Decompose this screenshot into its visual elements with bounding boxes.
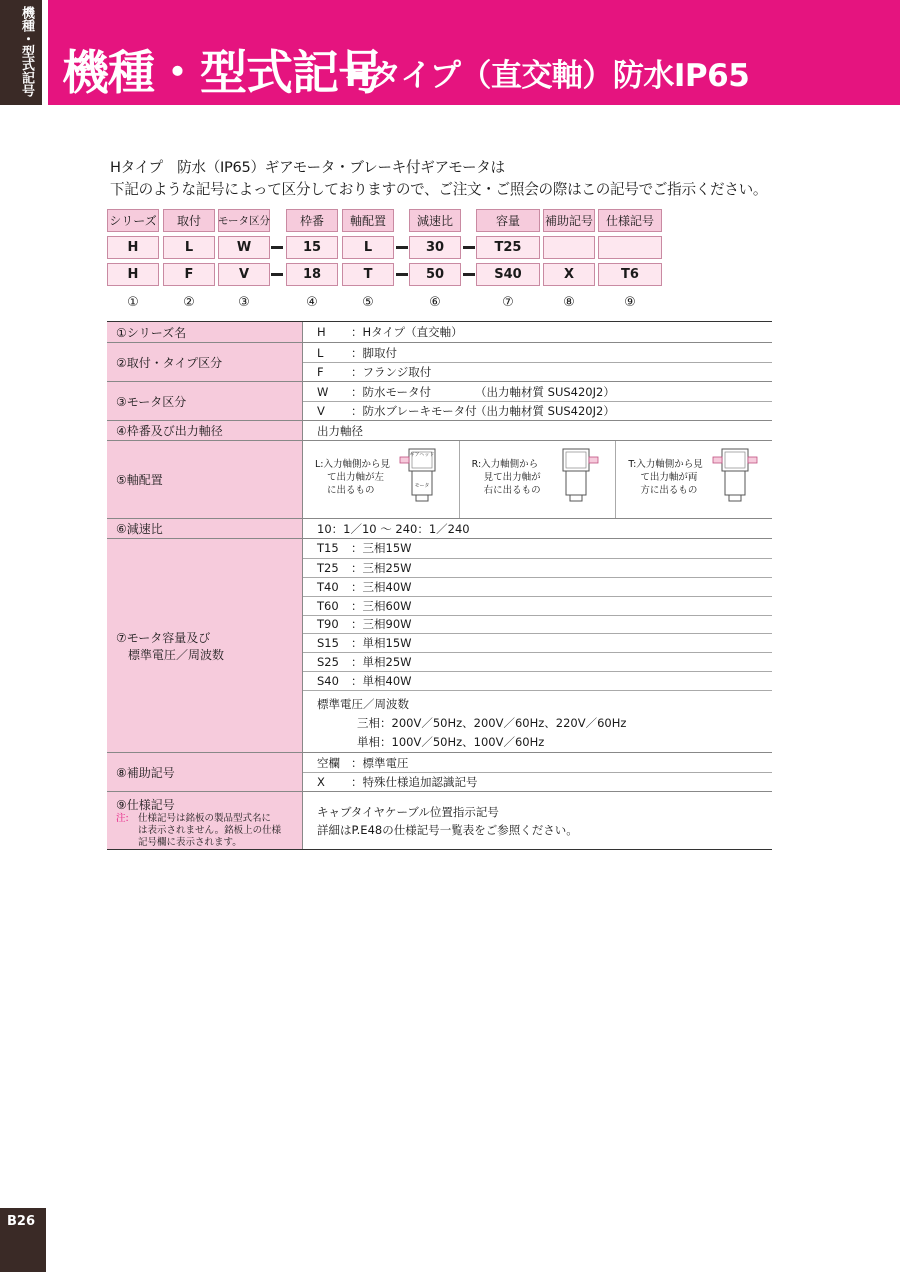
code-value: T25 (476, 236, 540, 259)
svg-text:ギアヘッド: ギアヘッド (409, 452, 435, 458)
code-value: 50 (409, 263, 461, 286)
motor-item: W ：防水モータ付 （出力軸材質 SUS420J2） (317, 384, 615, 399)
row-spec (107, 791, 772, 849)
capacity-item: S25 ：単相25W (303, 652, 772, 671)
code-value (543, 236, 595, 259)
spec-value-line: キャブタイヤケーブル位置指示記号 (317, 804, 499, 819)
shaft-option-l: L:入力軸側から見 て出力軸が左 に出るもの ギアヘッド モータ (303, 441, 459, 518)
row-label: ⑧補助記号 (107, 753, 303, 791)
row-label: ②取付・タイプ区分 (107, 343, 303, 381)
page-title: 機種・型式記号 (62, 46, 384, 101)
row-label: ⑥減速比 (107, 519, 303, 538)
code-value: 15 (286, 236, 338, 259)
row-ratio (107, 518, 772, 538)
code-number: ① (127, 295, 139, 310)
row-motor (107, 381, 772, 420)
intro-line-1: Hタイプ 防水（IP65）ギアモータ・ブレーキ付ギアモータは (110, 159, 505, 176)
spec-table (107, 321, 772, 850)
row-frame (107, 420, 772, 440)
row-label: ③モータ区分 (107, 382, 303, 420)
code-number: ② (183, 295, 195, 310)
row-mount (107, 342, 772, 381)
code-value: H (107, 236, 159, 259)
shaft-option-t: T:入力軸側から見 て出力軸が両 方に出るもの (615, 441, 772, 518)
capacity-item: T15 ：三相15W (317, 541, 412, 556)
page-number-tab (0, 1208, 46, 1272)
code-number: ⑤ (362, 295, 374, 310)
capacity-item: T25 ：三相25W (303, 558, 772, 577)
row-label: ⑦モータ容量及び 標準電圧／周波数 (107, 539, 303, 752)
mount-item: L ：脚取付 (317, 345, 397, 360)
code-value: H (107, 263, 159, 286)
code-header: シリーズ (107, 209, 159, 232)
page-number: B26 (7, 1214, 35, 1229)
motor-item: V ：防水ブレーキモータ付 （出力軸材質 SUS420J2） (303, 401, 772, 420)
row-shaft (107, 440, 772, 518)
row-label: ⑨仕様記号 注: 仕様記号は銘板の製品型式名に は表示されません。銘板上の仕様 記号欄に表示されます。 (107, 792, 303, 849)
capacity-item: S15 ：単相15W (303, 633, 772, 652)
code-header: 軸配置 (342, 209, 394, 232)
code-header: 減速比 (409, 209, 461, 232)
aux-item: X ：特殊仕様追加認識記号 (303, 772, 772, 791)
spec-value-line: 詳細はP.E48の仕様記号一覧表をご参照ください。 (317, 822, 578, 837)
row-label: ①シリーズ名 (107, 322, 303, 342)
code-value: X (543, 263, 595, 286)
shaft-left-diagram-icon (399, 447, 445, 509)
code-value: S40 (476, 263, 540, 286)
side-tab (0, 0, 42, 105)
voltage-block: 標準電圧／周波数 三相：200V／50Hz、200V／60Hz、220V／60Hz 単相：100V／50Hz、100V／60Hz (303, 690, 772, 752)
code-number: ⑦ (502, 295, 514, 310)
code-value: T (342, 263, 394, 286)
code-dash (396, 246, 408, 249)
frame-value: 出力軸径 (317, 423, 363, 438)
code-number: ⑥ (429, 295, 441, 310)
code-value: L (342, 236, 394, 259)
row-capacity (107, 538, 772, 752)
capacity-item: T90 ：三相90W (303, 615, 772, 634)
code-value: F (163, 263, 215, 286)
capacity-item: T40 ：三相40W (303, 577, 772, 596)
code-value: V (218, 263, 270, 286)
code-value: W (218, 236, 270, 259)
code-header: 枠番 (286, 209, 338, 232)
code-value: 30 (409, 236, 461, 259)
row-label: ⑤軸配置 (107, 441, 303, 518)
code-dash (463, 273, 475, 276)
code-value: 18 (286, 263, 338, 286)
code-header: 仕様記号 (598, 209, 662, 232)
row-aux (107, 752, 772, 791)
code-number: ⑨ (624, 295, 636, 310)
capacity-item: T60 ：三相60W (303, 596, 772, 615)
aux-item: 空欄 ：標準電圧 (317, 755, 409, 770)
series-item: H ：Hタイプ（直交軸） (317, 324, 463, 339)
code-header: 補助記号 (543, 209, 595, 232)
code-header: 容量 (476, 209, 540, 232)
code-dash (271, 273, 283, 276)
code-header: 取付 (163, 209, 215, 232)
shaft-right-diagram-icon (555, 447, 601, 509)
code-number: ⑧ (563, 295, 575, 310)
shaft-option-r: R:入力軸側から 見て出力軸が 右に出るもの (459, 441, 616, 518)
code-dash (463, 246, 475, 249)
code-dash (271, 246, 283, 249)
code-value: L (163, 236, 215, 259)
row-label: ④枠番及び出力軸径 (107, 421, 303, 440)
mount-item: F ：フランジ取付 (303, 362, 772, 381)
ratio-value: 10：1／10 〜 240：1／240 (317, 521, 470, 536)
code-value (598, 236, 662, 259)
svg-text:モータ: モータ (414, 483, 430, 489)
code-number: ③ (238, 295, 250, 310)
code-value: T6 (598, 263, 662, 286)
code-header: モータ区分 (218, 209, 270, 232)
shaft-both-diagram-icon (712, 447, 758, 509)
side-tab-label: 機種・型式記号 (19, 6, 34, 97)
code-dash (396, 273, 408, 276)
intro-line-2: 下記のような記号によって区分しておりますので、ご注文・ご照会の際はこの記号でご指示ください。 (110, 181, 768, 198)
row-series (107, 322, 772, 342)
capacity-item: S40 ：単相40W (303, 671, 772, 690)
code-number: ④ (306, 295, 318, 310)
spec-note: 注: 仕様記号は銘板の製品型式名に は表示されません。銘板上の仕様 記号欄に表示されます。 (116, 813, 282, 848)
page-subtitle: Hタイプ（直交軸）防水IP65 (345, 58, 750, 94)
